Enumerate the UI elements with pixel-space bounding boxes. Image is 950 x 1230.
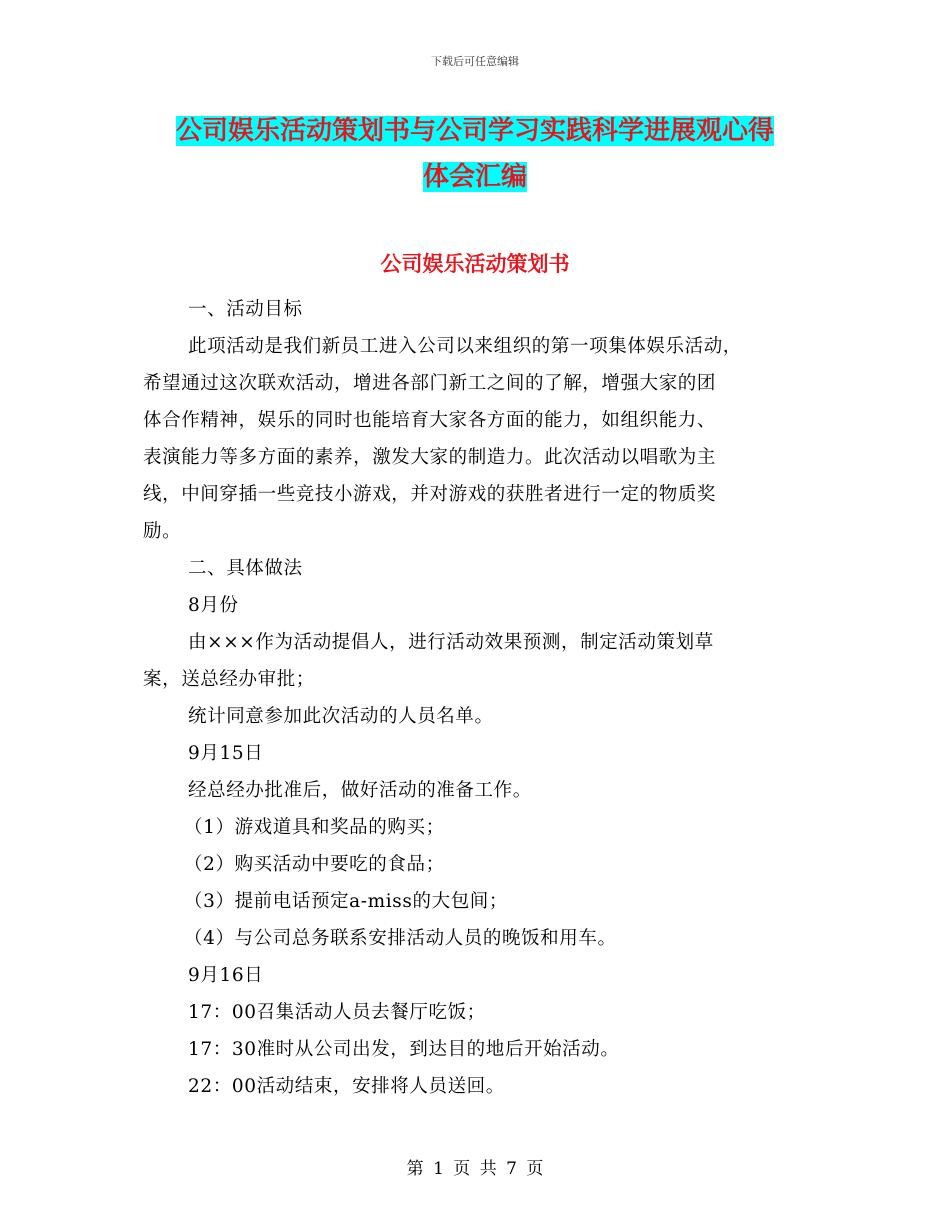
body-line: （3）提前电话预定a-miss的大包间； xyxy=(184,891,508,912)
body-line: 9月16日 xyxy=(188,965,264,986)
body-line: 一、活动目标 xyxy=(188,299,303,320)
document-title-line-2: 体会汇编 xyxy=(422,162,527,192)
document-body xyxy=(143,291,811,1105)
body-line: （1）游戏道具和奖品的购买； xyxy=(184,817,445,838)
body-line: （4）与公司总务联系安排活动人员的晚饭和用车。 xyxy=(184,928,617,949)
section-title: 公司娱乐活动策划书 xyxy=(380,252,570,276)
page-footer: 第 1 页 共 7 页 xyxy=(406,1159,544,1179)
body-line: 17：00召集活动人员去餐厅吃饭； xyxy=(188,1002,486,1023)
body-line: 线，中间穿插一些竞技小游戏，并对游戏的获胜者进行一定的物质奖 xyxy=(143,484,717,505)
body-line: 希望通过这次联欢活动，增进各部门新工之间的了解，增强大家的团 xyxy=(143,373,717,394)
body-line: 此项活动是我们新员工进入公司以来组织的第一项集体娱乐活动， xyxy=(188,336,742,357)
body-line: 统计同意参加此次活动的人员名单。 xyxy=(188,706,494,727)
body-line: 励。 xyxy=(143,521,182,542)
body-line: 9月15日 xyxy=(188,743,264,764)
body-line: 22：00活动结束，安排将人员送回。 xyxy=(188,1076,505,1097)
body-line: 8月份 xyxy=(188,595,239,616)
body-line: （2）购买活动中要吃的食品； xyxy=(184,854,445,875)
document-title-line-1: 公司娱乐活动策划书与公司学习实践科学进展观心得 xyxy=(175,116,774,146)
body-line: 案，送总经办审批； xyxy=(143,669,315,690)
body-line: 表演能力等多方面的素养，激发大家的制造力。此次活动以唱歌为主 xyxy=(143,447,717,468)
body-line: 由×××作为活动提倡人，进行活动效果预测，制定活动策划草 xyxy=(188,632,714,653)
body-line: 17：30准时从公司出发，到达目的地后开始活动。 xyxy=(188,1039,620,1060)
body-line: 经总经办批准后，做好活动的准备工作。 xyxy=(188,780,532,801)
body-line: 体合作精神，娱乐的同时也能培育大家各方面的能力，如组织能力、 xyxy=(143,410,717,431)
document-title xyxy=(140,108,810,200)
body-line: 二、具体做法 xyxy=(188,558,303,579)
header-note: 下载后可任意编辑 xyxy=(431,55,519,68)
